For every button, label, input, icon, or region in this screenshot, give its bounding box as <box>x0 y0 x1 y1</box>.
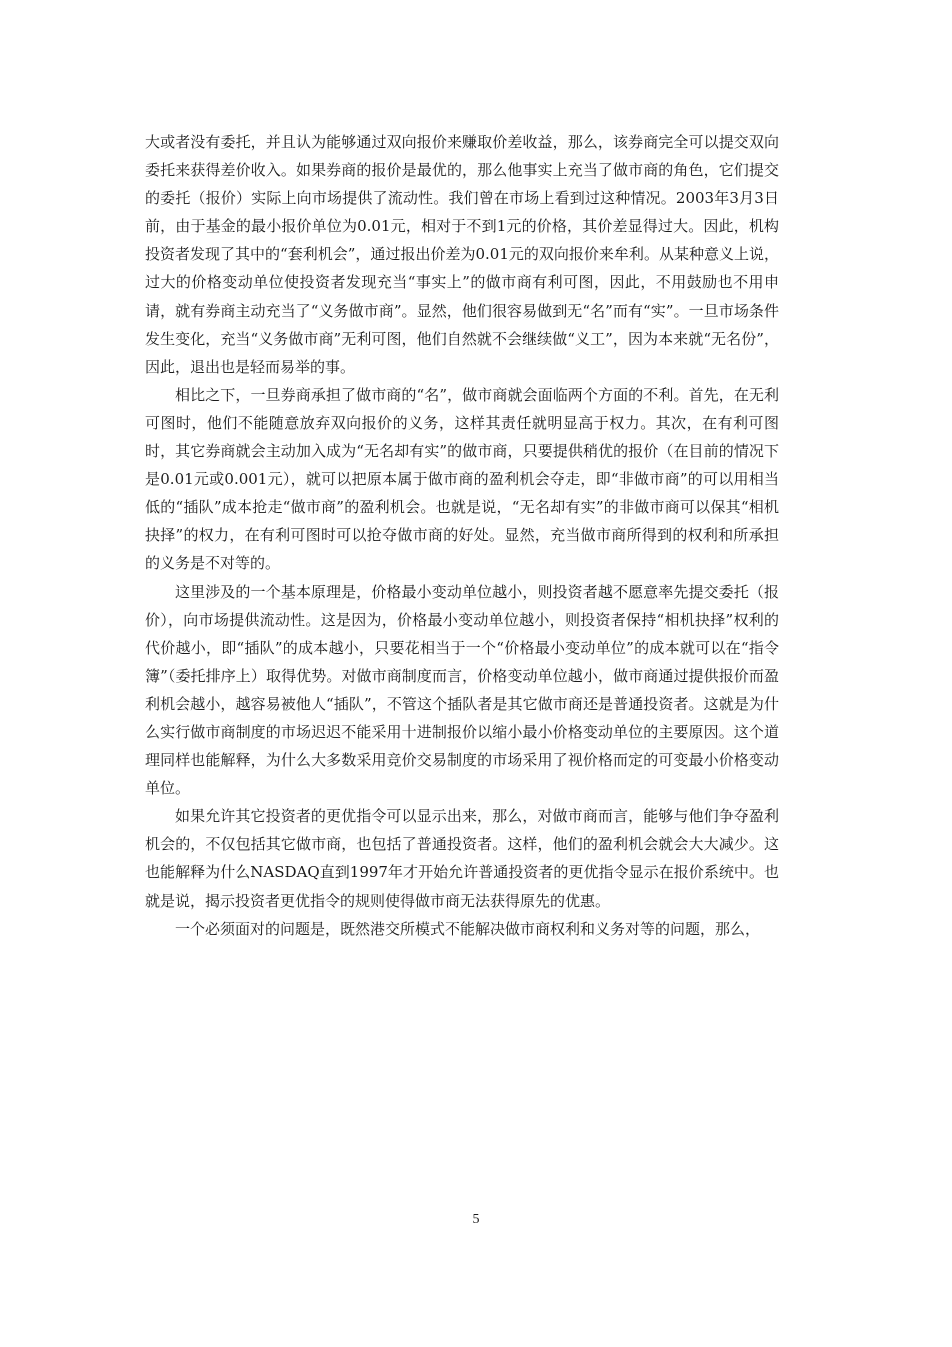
paragraph: 这里涉及的一个基本原理是，价格最小变动单位越小，则投资者越不愿意率先提交委托（报价），向市场提供流动性。这是因为，价格最小变动单位越小，则投资者保持“相机抉择”权利的代价越小，即“插队”的成本越小，只要花相当于一个“价格最小变动单位”的成本就可以在“指令簿”（委托排序上）取得优势。对做市商制度而言，价格变动单位越小，做市商通过提供报价而盈利机会越小，越容易被他人“插队”，不管这个插队者是其它做市商还是普通投资者。这就是为什么实行做市商制度的市场迟迟不能采用十进制报价以缩小最小价格变动单位的主要原因。这个道理同样也能解释，为什么大多数采用竞价交易制度的市场采用了视价格而定的可变最小价格变动单位。 <box>145 582 779 798</box>
paragraph: 如果允许其它投资者的更优指令可以显示出来，那么，对做市商而言，能够与他们争夺盈利机会的，不仅包括其它做市商，也包括了普通投资者。这样，他们的盈利机会就会大大减少。这也能解释为什么NASDAQ直到1997年才开始允许普通投资者的更优指令显示在报价系统中。也就是说，揭示投资者更优指令的规则使得做市商无法获得原先的优惠。 <box>145 807 779 910</box>
page-number: 5 <box>472 1212 480 1227</box>
paragraph: 一个必须面对的问题是，既然港交所模式不能解决做市商权利和义务对等的问题，那么， <box>175 919 761 938</box>
paragraph-continued: 大或者没有委托，并且认为能够通过双向报价来赚取价差收益，那么，该券商完全可以提交双向委托来获得差价收入。如果券商的报价是最优的，那么他事实上充当了做市商的角色，它们提交的委托（报价）实际上向市场提供了流动性。我们曾在市场上看到过这种情况。2003年3月3日前，由于基金的最小报价单位为0.01元，相对于不到1元的价格，其价差显得过大。因此，机构投资者发现了其中的“套利机会”，通过报出价差为0.01元的双向报价来牟利。从某种意义上说，过大的价格变动单位使投资者发现充当“事实上”的做市商有利可图，因此，不用鼓励也不用申请，就有券商主动充当了“义务做市商”。显然，他们很容易做到无“名”而有“实”。一旦市场条件发生变化，充当“义务做市商”无利可图，他们自然就不会继续做“义工”，因为本来就“无名份”，因此，退出也是轻而易举的事。 <box>145 133 779 376</box>
body-text <box>145 128 779 943</box>
paragraph: 相比之下，一旦券商承担了做市商的“名”，做市商就会面临两个方面的不利。首先，在无利可图时，他们不能随意放弃双向报价的义务，这样其责任就明显高于权力。其次，在有利可图时，其它券商就会主动加入成为“无名却有实”的做市商，只要提供稍优的报价（在目前的情况下是0.01元或0.001元），就可以把原本属于做市商的盈利机会夺走，即“非做市商”的可以用相当低的“插队”成本抢走“做市商”的盈利机会。也就是说，“无名却有实”的非做市商可以保其“相机抉择”的权力，在有利可图时可以抢夺做市商的好处。显然，充当做市商所得到的权利和所承担的义务是不对等的。 <box>145 385 779 573</box>
